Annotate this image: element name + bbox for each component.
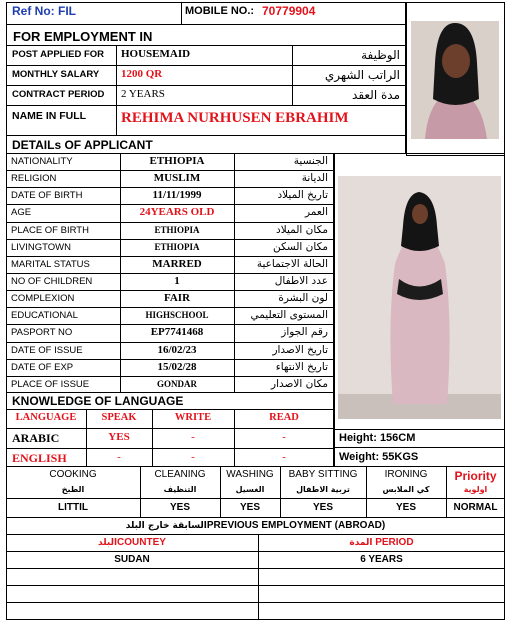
skill-header-ar: اولوية <box>463 485 488 494</box>
post-applied-label: POST APPLIED FOR <box>12 49 105 60</box>
lang-english-write: - <box>191 451 195 463</box>
portrait-photo-icon <box>407 3 504 155</box>
lang-arabic-read: - <box>282 431 286 443</box>
skill-value: YES <box>169 502 190 513</box>
detail-label: DATE OF EXP <box>11 361 74 373</box>
name-label: NAME IN FULL <box>12 110 87 122</box>
contract-value: 2 YEARS <box>121 88 165 100</box>
contract-label: CONTRACT PERIOD <box>12 89 105 100</box>
detail-arabic-label: المستوى التعليمي <box>250 309 328 322</box>
detail-value: HIGHSCHOOL <box>145 310 209 321</box>
detail-label: LIVINGTOWN <box>11 241 71 253</box>
skill-header: IRONING <box>384 469 428 480</box>
salary-label: MONTHLY SALARY <box>12 69 100 80</box>
detail-label: DATE OF BIRTH <box>11 190 83 202</box>
lang-english-read: - <box>282 451 286 463</box>
salary-ar: الراتب الشهري <box>324 68 400 82</box>
lang-header-speak: SPEAK <box>101 412 137 423</box>
skill-header: CLEANING <box>154 469 206 480</box>
skill-header: Priority <box>454 469 497 483</box>
detail-value: GONDAR <box>157 378 197 389</box>
detail-value: MARRED <box>152 257 202 270</box>
detail-value: EP7741468 <box>150 326 204 339</box>
detail-label: COMPLEXION <box>11 293 75 305</box>
full-name: REHIMA NURHUSEN EBRAHIM <box>121 110 349 126</box>
detail-arabic-label: الحالة الاجتماعية <box>256 257 328 270</box>
ref-no: Ref No: FIL <box>12 4 76 18</box>
skill-header-ar: كي الملابس <box>382 485 430 494</box>
country-header-en: COUNTEY <box>117 537 166 548</box>
mobile-value: 70779904 <box>262 4 316 18</box>
detail-arabic-label: مكان السكن <box>273 240 328 253</box>
detail-arabic-label: تاريخ الميلاد <box>277 189 328 202</box>
detail-arabic-label: لون البشرة <box>278 292 328 305</box>
lang-arabic-speak: YES <box>108 431 130 443</box>
contract-ar: مدة العقد <box>352 88 400 102</box>
detail-label: AGE <box>11 207 32 219</box>
detail-label: MARITAL STATUS <box>11 258 90 270</box>
period-header <box>258 537 505 548</box>
detail-value: 24YEARS OLD <box>139 206 215 219</box>
skill-header: WASHING <box>226 469 274 480</box>
detail-value: FAIR <box>163 292 191 305</box>
lang-header-language: LANGUAGE <box>15 412 77 423</box>
detail-value: ETHIOPIA <box>154 224 200 235</box>
detail-label: PLACE OF BIRTH <box>11 224 89 236</box>
detail-value: ETHIOPIA <box>149 155 205 167</box>
applicant-photo-full <box>334 153 505 430</box>
detail-value: 11/11/1999 <box>152 189 202 202</box>
skill-header-ar: التنظيف <box>163 485 197 494</box>
lang-header-write: WRITE <box>174 412 212 423</box>
previous-title-ar: السابقة خارج البلد <box>125 521 207 531</box>
employment-title: FOR EMPLOYMENT IN <box>13 29 153 44</box>
full-body-photo-icon <box>335 154 504 429</box>
skill-value: LITTIL <box>58 502 88 513</box>
period-header-ar: المدة <box>349 538 373 548</box>
lang-arabic-write: - <box>191 431 195 443</box>
detail-label: RELIGION <box>11 173 57 185</box>
post-applied-ar: الوظيفة <box>361 48 400 62</box>
lang-header-read: READ <box>269 412 299 423</box>
period-header-en: PERIOD <box>375 537 414 548</box>
skill-header: BABY SITTING <box>288 469 358 480</box>
detail-arabic-label: مكان الميلاد <box>276 223 328 236</box>
detail-arabic-label: عدد الاطفال <box>274 275 328 287</box>
skill-value: YES <box>395 502 416 513</box>
skill-header-ar: الطبخ <box>61 485 85 494</box>
post-applied-value: HOUSEMAID <box>121 48 191 60</box>
skill-value: NORMAL <box>453 502 498 513</box>
salary-value: 1200 QR <box>121 68 163 80</box>
lang-english: ENGLISH <box>12 451 67 465</box>
skill-value: YES <box>312 502 333 513</box>
detail-arabic-label: الديانة <box>301 172 328 185</box>
detail-label: PLACE OF ISSUE <box>11 378 90 390</box>
applicant-photo-portrait <box>406 2 505 156</box>
skill-header-ar: تربية الاطفال <box>296 485 350 494</box>
detail-value: 1 <box>174 275 180 287</box>
country-header <box>6 537 258 548</box>
skill-value: YES <box>239 502 260 513</box>
detail-value: 16/02/23 <box>157 343 197 356</box>
weight-value: Weight: 55KGS <box>339 451 419 463</box>
details-title: DETAILs OF APPLICANT <box>12 138 153 152</box>
detail-value: ETHIOPIA <box>154 241 200 252</box>
detail-value: MUSLIM <box>153 172 201 185</box>
detail-arabic-label: العمر <box>304 206 328 219</box>
previous-country-value: SUDAN <box>114 554 150 565</box>
detail-label: PASPORT NO <box>11 327 73 339</box>
previous-period-value: 6 YEARS <box>360 554 403 565</box>
previous-title <box>6 520 505 531</box>
lang-english-speak: - <box>117 451 121 463</box>
previous-title-en: PREVIOUS EMPLOYMENT (ABROAD) <box>206 520 386 531</box>
height-value: Height: 156CM <box>339 432 416 444</box>
detail-label: DATE OF ISSUE <box>11 344 83 356</box>
detail-label: NO OF CHILDREN <box>11 276 93 287</box>
skill-header-ar: الغسيل <box>235 485 265 494</box>
detail-arabic-label: مكان الاصدار <box>271 377 328 390</box>
detail-arabic-label: تاريخ الاصدار <box>272 343 328 356</box>
mobile-label: MOBILE NO.: <box>185 5 255 17</box>
detail-label: NATIONALITY <box>11 156 73 167</box>
detail-arabic-label: الجنسية <box>293 155 328 167</box>
detail-value: 15/02/28 <box>157 360 197 373</box>
language-title: KNOWLEDGE OF LANGUAGE <box>12 394 184 408</box>
detail-label: EDUCATIONAL <box>11 310 78 322</box>
lang-arabic: ARABIC <box>12 431 60 445</box>
detail-arabic-label: تاريخ الانتهاء <box>275 360 328 373</box>
skill-header: COOKING <box>49 469 97 480</box>
country-header-ar: البلد <box>98 538 118 548</box>
detail-arabic-label: رقم الجواز <box>281 326 328 339</box>
